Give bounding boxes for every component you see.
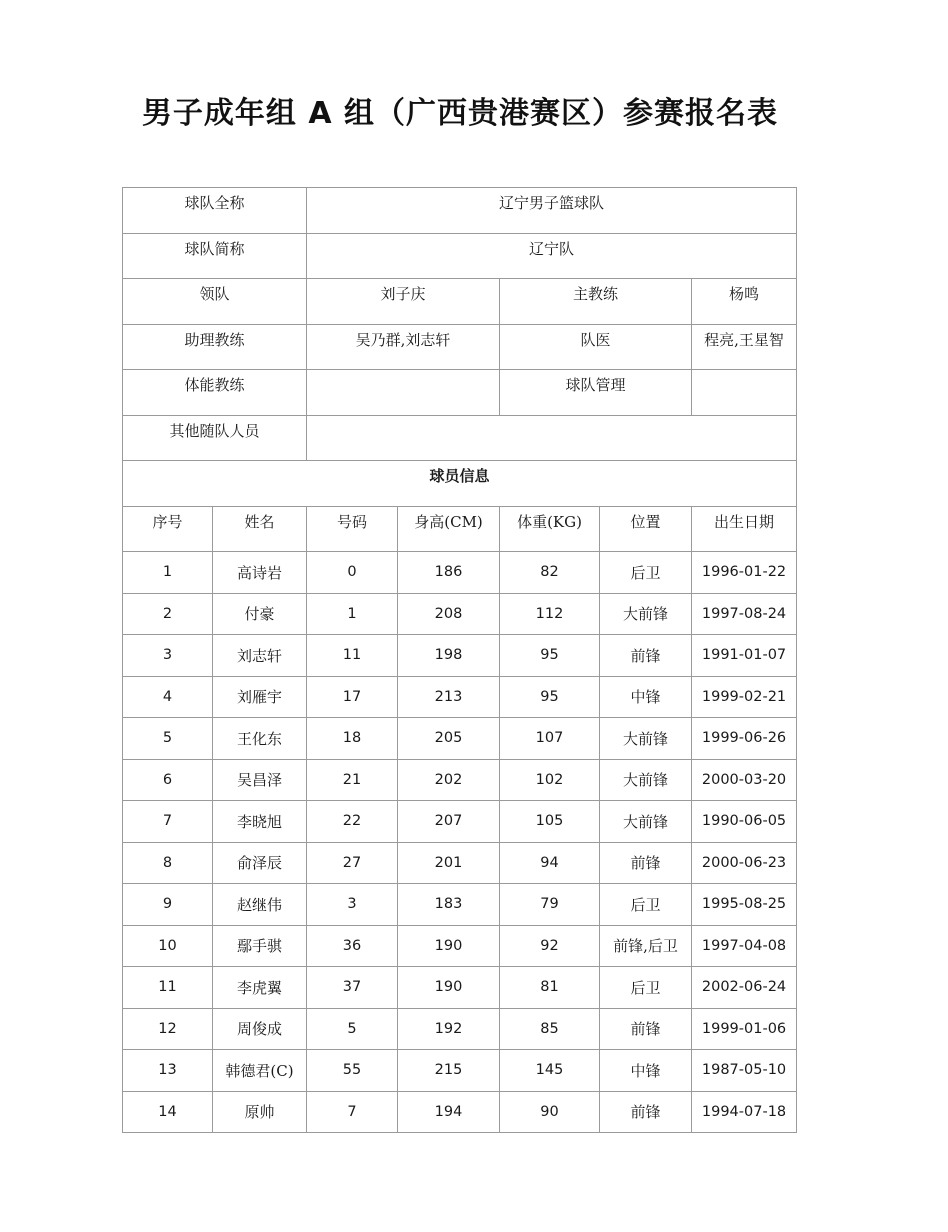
player-name: 鄢手骐 bbox=[213, 925, 307, 967]
player-birthdate: 1990-06-05 bbox=[692, 801, 797, 843]
player-position: 中锋 bbox=[600, 676, 692, 718]
player-weight: 92 bbox=[500, 925, 600, 967]
player-weight: 105 bbox=[500, 801, 600, 843]
player-weight: 82 bbox=[500, 552, 600, 594]
team-manager-value bbox=[692, 370, 797, 416]
table-row bbox=[123, 925, 797, 967]
player-number: 7 bbox=[307, 1091, 398, 1133]
player-position: 前锋 bbox=[600, 1008, 692, 1050]
player-index: 6 bbox=[123, 759, 213, 801]
player-number: 22 bbox=[307, 801, 398, 843]
players-section-title: 球员信息 bbox=[123, 461, 797, 507]
player-birthdate: 1994-07-18 bbox=[692, 1091, 797, 1133]
player-height: 208 bbox=[398, 593, 500, 635]
player-weight: 79 bbox=[500, 884, 600, 926]
player-number: 36 bbox=[307, 925, 398, 967]
table-row bbox=[123, 801, 797, 843]
other-staff-row bbox=[123, 415, 797, 461]
player-index: 5 bbox=[123, 718, 213, 760]
player-name: 赵继伟 bbox=[213, 884, 307, 926]
player-index: 4 bbox=[123, 676, 213, 718]
player-index: 12 bbox=[123, 1008, 213, 1050]
player-number: 37 bbox=[307, 967, 398, 1009]
player-weight: 102 bbox=[500, 759, 600, 801]
player-number: 21 bbox=[307, 759, 398, 801]
player-weight: 95 bbox=[500, 676, 600, 718]
player-index: 14 bbox=[123, 1091, 213, 1133]
player-name: 吴昌泽 bbox=[213, 759, 307, 801]
fitness-coach-value bbox=[307, 370, 500, 416]
player-position: 前锋 bbox=[600, 1091, 692, 1133]
player-name: 付豪 bbox=[213, 593, 307, 635]
table-row bbox=[123, 676, 797, 718]
column-header: 号码 bbox=[307, 506, 398, 552]
player-position: 大前锋 bbox=[600, 718, 692, 760]
fitness-coach-row bbox=[123, 370, 797, 416]
player-index: 8 bbox=[123, 842, 213, 884]
head-coach-label: 主教练 bbox=[500, 279, 692, 325]
table-row bbox=[123, 759, 797, 801]
player-name: 李晓旭 bbox=[213, 801, 307, 843]
player-height: 190 bbox=[398, 967, 500, 1009]
player-height: 215 bbox=[398, 1050, 500, 1092]
player-height: 183 bbox=[398, 884, 500, 926]
player-position: 中锋 bbox=[600, 1050, 692, 1092]
table-row bbox=[123, 593, 797, 635]
team-manager-label: 球队管理 bbox=[500, 370, 692, 416]
player-birthdate: 1997-04-08 bbox=[692, 925, 797, 967]
player-name: 俞泽辰 bbox=[213, 842, 307, 884]
player-position: 前锋 bbox=[600, 635, 692, 677]
player-index: 7 bbox=[123, 801, 213, 843]
doctor-label: 队医 bbox=[500, 324, 692, 370]
player-height: 194 bbox=[398, 1091, 500, 1133]
player-birthdate: 1999-01-06 bbox=[692, 1008, 797, 1050]
player-position: 后卫 bbox=[600, 552, 692, 594]
player-position: 后卫 bbox=[600, 967, 692, 1009]
player-height: 202 bbox=[398, 759, 500, 801]
player-weight: 85 bbox=[500, 1008, 600, 1050]
player-height: 192 bbox=[398, 1008, 500, 1050]
player-index: 10 bbox=[123, 925, 213, 967]
column-header: 姓名 bbox=[213, 506, 307, 552]
player-position: 后卫 bbox=[600, 884, 692, 926]
player-number: 27 bbox=[307, 842, 398, 884]
player-name: 周俊成 bbox=[213, 1008, 307, 1050]
player-number: 17 bbox=[307, 676, 398, 718]
player-height: 207 bbox=[398, 801, 500, 843]
table-row bbox=[123, 967, 797, 1009]
page-title: 男子成年组 A 组（广西贵港赛区）参赛报名表 bbox=[141, 96, 779, 131]
column-header: 位置 bbox=[600, 506, 692, 552]
leader-row bbox=[123, 279, 797, 325]
table-row bbox=[123, 1091, 797, 1133]
player-number: 55 bbox=[307, 1050, 398, 1092]
player-name: 刘雁宇 bbox=[213, 676, 307, 718]
player-index: 13 bbox=[123, 1050, 213, 1092]
player-birthdate: 2000-03-20 bbox=[692, 759, 797, 801]
table-row bbox=[123, 884, 797, 926]
table-row bbox=[123, 552, 797, 594]
players-section-row bbox=[123, 461, 797, 507]
player-birthdate: 1999-02-21 bbox=[692, 676, 797, 718]
leader-label: 领队 bbox=[123, 279, 307, 325]
player-number: 3 bbox=[307, 884, 398, 926]
player-weight: 81 bbox=[500, 967, 600, 1009]
player-position: 前锋,后卫 bbox=[600, 925, 692, 967]
table-row bbox=[123, 718, 797, 760]
player-weight: 112 bbox=[500, 593, 600, 635]
table-row bbox=[123, 842, 797, 884]
team-short-name-row bbox=[123, 233, 797, 279]
player-birthdate: 2000-06-23 bbox=[692, 842, 797, 884]
player-index: 2 bbox=[123, 593, 213, 635]
player-birthdate: 1987-05-10 bbox=[692, 1050, 797, 1092]
player-height: 205 bbox=[398, 718, 500, 760]
player-position: 前锋 bbox=[600, 842, 692, 884]
player-birthdate: 1999-06-26 bbox=[692, 718, 797, 760]
player-name: 高诗岩 bbox=[213, 552, 307, 594]
player-index: 3 bbox=[123, 635, 213, 677]
player-name: 原帅 bbox=[213, 1091, 307, 1133]
assistant-coach-value: 吴乃群,刘志轩 bbox=[307, 324, 500, 370]
registration-table bbox=[122, 187, 797, 1133]
team-full-name-label: 球队全称 bbox=[123, 188, 307, 234]
column-header: 身高(CM) bbox=[398, 506, 500, 552]
column-header: 体重(KG) bbox=[500, 506, 600, 552]
player-weight: 145 bbox=[500, 1050, 600, 1092]
player-number: 5 bbox=[307, 1008, 398, 1050]
player-height: 198 bbox=[398, 635, 500, 677]
player-weight: 95 bbox=[500, 635, 600, 677]
player-height: 190 bbox=[398, 925, 500, 967]
doctor-value: 程亮,王星智 bbox=[692, 324, 797, 370]
player-height: 186 bbox=[398, 552, 500, 594]
player-number: 0 bbox=[307, 552, 398, 594]
player-index: 1 bbox=[123, 552, 213, 594]
player-rows bbox=[123, 552, 797, 1133]
player-name: 王化东 bbox=[213, 718, 307, 760]
assistant-coach-label: 助理教练 bbox=[123, 324, 307, 370]
team-short-name-label: 球队简称 bbox=[123, 233, 307, 279]
other-staff-label: 其他随队人员 bbox=[123, 415, 307, 461]
team-short-name-value: 辽宁队 bbox=[307, 233, 797, 279]
player-number: 18 bbox=[307, 718, 398, 760]
player-position: 大前锋 bbox=[600, 593, 692, 635]
leader-value: 刘子庆 bbox=[307, 279, 500, 325]
player-position: 大前锋 bbox=[600, 801, 692, 843]
player-birthdate: 2002-06-24 bbox=[692, 967, 797, 1009]
player-birthdate: 1997-08-24 bbox=[692, 593, 797, 635]
player-index: 9 bbox=[123, 884, 213, 926]
player-index: 11 bbox=[123, 967, 213, 1009]
column-header: 出生日期 bbox=[692, 506, 797, 552]
assistant-coach-row bbox=[123, 324, 797, 370]
player-number: 1 bbox=[307, 593, 398, 635]
fitness-coach-label: 体能教练 bbox=[123, 370, 307, 416]
player-birthdate: 1991-01-07 bbox=[692, 635, 797, 677]
player-weight: 90 bbox=[500, 1091, 600, 1133]
player-name: 刘志轩 bbox=[213, 635, 307, 677]
player-height: 213 bbox=[398, 676, 500, 718]
table-row bbox=[123, 1008, 797, 1050]
player-birthdate: 1995-08-25 bbox=[692, 884, 797, 926]
player-name: 韩德君(C) bbox=[213, 1050, 307, 1092]
column-header-row bbox=[123, 506, 797, 552]
table-row bbox=[123, 635, 797, 677]
player-weight: 107 bbox=[500, 718, 600, 760]
player-position: 大前锋 bbox=[600, 759, 692, 801]
player-name: 李虎翼 bbox=[213, 967, 307, 1009]
column-header: 序号 bbox=[123, 506, 213, 552]
player-birthdate: 1996-01-22 bbox=[692, 552, 797, 594]
head-coach-value: 杨鸣 bbox=[692, 279, 797, 325]
player-weight: 94 bbox=[500, 842, 600, 884]
player-height: 201 bbox=[398, 842, 500, 884]
table-row bbox=[123, 1050, 797, 1092]
other-staff-value bbox=[307, 415, 797, 461]
player-number: 11 bbox=[307, 635, 398, 677]
team-full-name-row bbox=[123, 188, 797, 234]
team-full-name-value: 辽宁男子篮球队 bbox=[307, 188, 797, 234]
